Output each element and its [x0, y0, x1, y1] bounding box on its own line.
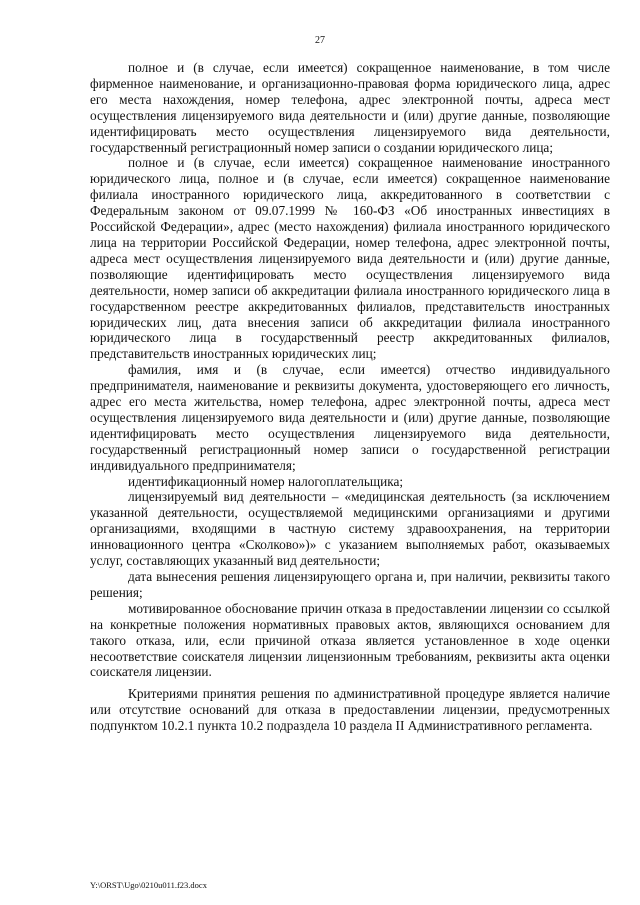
paragraph-licensed-activity: лицензируемый вид деятельности – «медицинская деятельность (за исключением указанной деятельности, осуществляемой медицинскими организациями и другими организациями, входящими в частную систему здравоохранения, на территории инновационного центра «Сколково»)» с указанием выполняемых работ, оказываемых услуг, составляющих указанный вид деятельности;	[90, 489, 610, 569]
paragraph-taxpayer-id: идентификационный номер налогоплательщика;	[128, 473, 404, 489]
paragraph-entrepreneur: фамилия, имя и (в случае, если имеется) отчество индивидуального предпринимателя, наименование и реквизиты документа, удостоверяющего его личность, адрес его места жительства, номер телефона, адрес электронной почты, адреса мест осуществления лицензируемого вида деятельности и (или) другие данные, позволяющие идентифицировать место осуществления лицензируемого вида деятельности, государственный регистрационный номер записи о государственной регистрации индивидуального предпринимателя;	[90, 362, 610, 473]
paragraph-decision-date: дата вынесения решения лицензирующего органа и, при наличии, реквизиты такого решения;	[90, 569, 610, 600]
paragraph-foreign-entity: полное и (в случае, если имеется) сокращенное наименование иностранного юридического лица, полное и (в случае, если имеется) сокращенное наименование филиала иностранного юридического лица, аккредитованного в соответствии с Федеральным законом от 09.07.1999 № 160-ФЗ «Об иностранных инвестициях в Российской Федерации», адрес (место нахождения) филиала иностранного юридического лица на территории Российской Федерации, номер телефона, адрес электронной почты, адреса мест осуществления лицензируемого вида деятельности и (или) другие данные, позволяющие идентифицировать место осуществления лицензируемого вида деятельности, номер записи об аккредитации филиала иностранного юридического лица в государственном реестре аккредитованных филиалов, представительств иностранных юридических лиц, дата внесения записи об аккредитации филиала иностранного юридического лица в государственный реестр аккредитованных филиалов, представительств иностранных юридических лиц;	[90, 155, 610, 362]
paragraph-legal-entity: полное и (в случае, если имеется) сокращенное наименование, в том числе фирменное наименование, и организационно-правовая форма юридического лица, адрес его места нахождения, номер телефона, адрес электронной почты, адреса мест осуществления лицензируемого вида деятельности и (или) другие данные, позволяющие идентифицировать место осуществления лицензируемого вида деятельности, государственный регистрационный номер записи о создании юридического лица;	[90, 60, 610, 155]
paragraph-refusal-reason: мотивированное обоснование причин отказа в предоставлении лицензии со ссылкой на конкретные положения нормативных правовых актов, являющихся основанием для такого отказа, или, если причиной отказа является установленное в ходе оценки несоответствие соискателя лицензии лицензионным требованиям, реквизиты акта оценки соискателя лицензии.	[90, 600, 610, 680]
paragraph-decision-criteria: Критериями принятия решения по административной процедуре является наличие или отсутствие оснований для отказа в предоставлении лицензии, предусмотренных подпунктом 10.2.1 пункта 10.2 подраздела 10 раздела II Административного регламента.	[90, 686, 610, 734]
footer-file-path: Y:\ORST\Ugo\0210u011.f23.docx	[90, 880, 207, 890]
document-body	[90, 60, 610, 734]
page-number: 27	[315, 35, 325, 46]
